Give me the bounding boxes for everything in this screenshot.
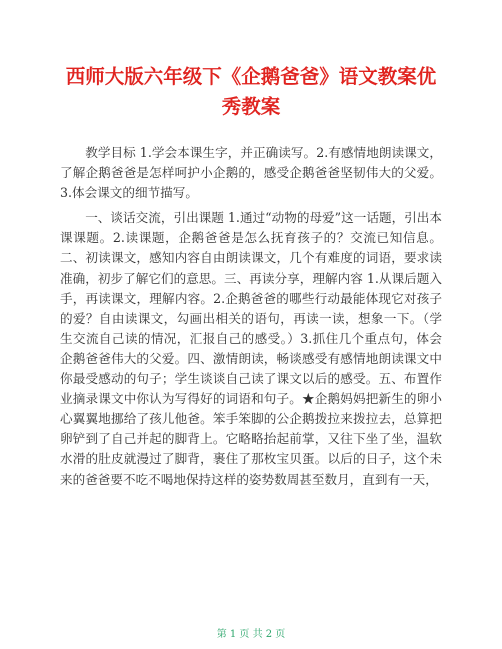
paragraph-procedure: 一、谈话交流，引出课题 1.通过“动物的母爱”这一话题，引出本课课题。2.读课题，企鹅爸爸是怎么抚育孩子的？交流已知信息。二、初读课文，感知内容自由朗读课文，几个有难度的词语，要求读准确，初步了解它们的意思。三、再读分享，理解内容 1.从课后题入手，再读课文，理解内容。2.企鹅爸爸的哪些行动最能体现它对孩子的爱？自由读课文，勾画出相关的语句，再读一读，想象一下。（学生交流自己读的情况，汇报自己的感受。）3.抓住几个重点句，体会企鹅爸爸伟大的父爱。四、激情朗读，畅谈感受有感情地朗读课文中你最受感动的句子；学生谈谈自己读了课文以后的感受。五、布置作业摘录课文中你认为写得好的词语和句子。★企鹅妈妈把新生的卵小心翼翼地挪给了孩儿他爸。笨手笨脚的公企鹅拨拉来拨拉去，总算把卵铲到了自己并起的脚背上。它略略抬起前掌，又往下坐了坐，温软水滑的肚皮就漫过了脚背，裹住了那枚宝贝蛋。以后的日子，这个未来的爸爸要不吃不喝地保持这样的姿势数周甚至数月，直到有一天， — [60, 210, 442, 487]
document-body — [60, 143, 442, 495]
paragraph-objectives: 教学目标 1.学会本课生字，并正确读写。2.有感情地朗读课文，了解企鹅爸爸是怎样呵护小企鹅的，感受企鹅爸爸坚韧伟大的父爱。3.体会课文的细节描写。 — [60, 145, 442, 201]
page-number-footer: 第 1 页 共 2 页 — [216, 629, 286, 640]
document-title: 西师大版六年级下《企鹅爸爸》语文教案优秀教案 — [65, 65, 437, 118]
